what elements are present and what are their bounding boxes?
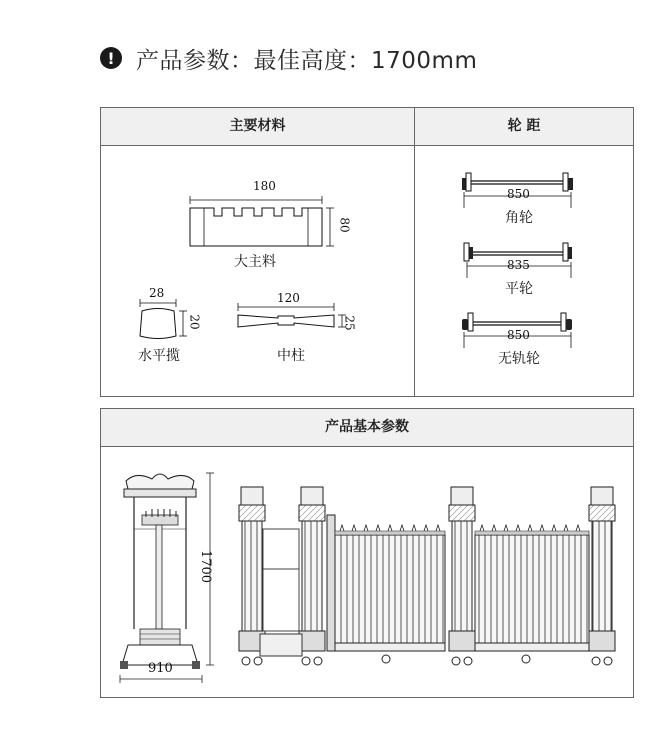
product-panel-header <box>101 409 633 447</box>
materials-panel <box>100 107 634 397</box>
exclamation-icon: ! <box>100 47 122 69</box>
middle-post-drawing <box>234 303 349 333</box>
heading-text: 产品参数：最佳高度：1700mm <box>136 47 478 74</box>
materials-title: 主要材料 <box>229 118 286 134</box>
panel-divider <box>414 108 415 396</box>
side-view-width: 910 <box>148 661 173 676</box>
flat-wheel-label: 平轮 <box>505 281 533 297</box>
wheelbase-title: 轮 距 <box>507 118 541 134</box>
trackless-wheel-label: 无轨轮 <box>498 351 540 367</box>
page-heading <box>100 38 477 78</box>
main-material-drawing <box>186 188 336 258</box>
gate-front-view <box>236 479 621 679</box>
middle-post-width: 120 <box>277 291 300 305</box>
product-title: 产品基本参数 <box>325 419 409 435</box>
middle-post-height: 25 <box>342 315 357 331</box>
main-material-label: 大主料 <box>234 254 276 270</box>
corner-wheel-label: 角轮 <box>505 210 533 226</box>
flat-wheel-value: 835 <box>507 258 530 272</box>
horizontal-bar-width: 28 <box>149 286 165 300</box>
product-panel <box>100 408 634 698</box>
horizontal-bar-height: 20 <box>187 314 202 330</box>
middle-post-label: 中柱 <box>277 348 305 364</box>
main-material-height: 80 <box>337 217 352 233</box>
materials-panel-header <box>101 108 633 146</box>
horizontal-bar-label: 水平揽 <box>138 348 180 364</box>
side-view-height: 1700 <box>198 549 214 584</box>
corner-wheel-value: 850 <box>507 187 530 201</box>
main-material-width: 180 <box>253 179 276 193</box>
trackless-wheel-value: 850 <box>507 328 530 342</box>
